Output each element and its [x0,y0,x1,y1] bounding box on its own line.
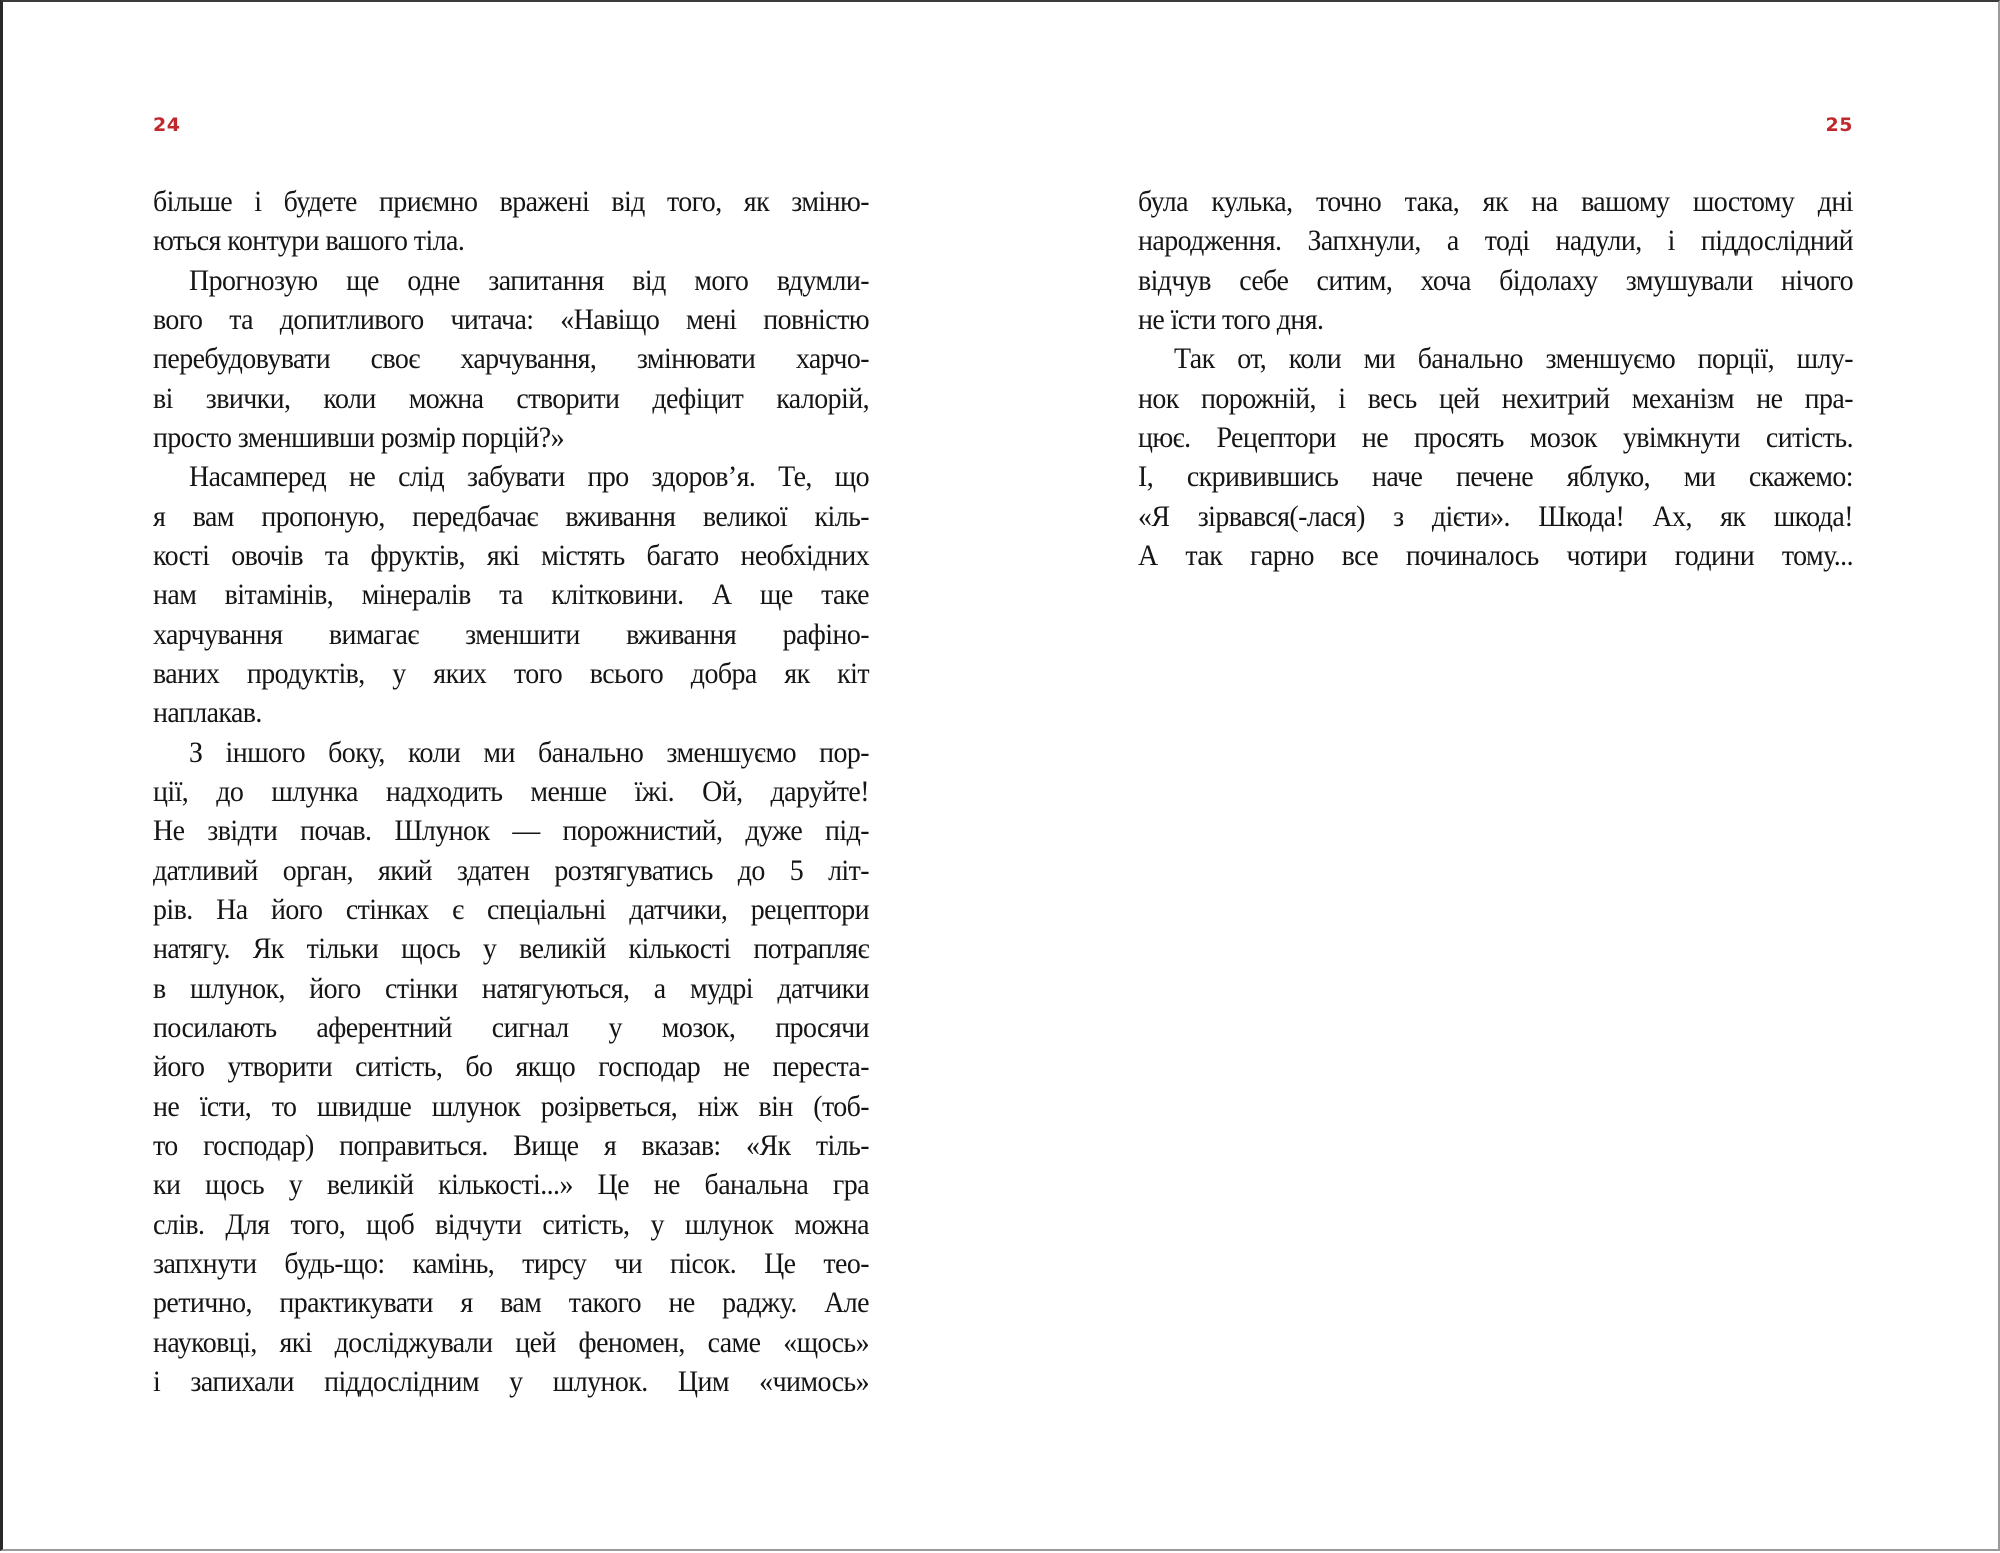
text-column [153,182,869,1401]
text-line [153,497,869,536]
text-line-content: в шлунок, його стінки натягуються, а мудрі датчики [153,971,869,1005]
text-line [153,1087,869,1126]
text-line [153,1008,869,1047]
text-line-content: цює. Рецептори не просять мозок увімкнути ситість. [1138,420,1853,454]
text-line [1138,261,1853,300]
text-line-content: А так гарно все починалось чотири години тому... [1138,538,1853,572]
text-line [153,1205,869,1244]
text-line [1138,457,1853,496]
text-line [1138,497,1853,536]
text-line [153,890,869,929]
text-line [153,339,869,378]
text-line [153,969,869,1008]
page-number: 24 [153,114,181,136]
text-line-content: ваних продуктів, у яких того всього добра як кіт [153,656,869,690]
text-line-content: Не звідти почав. Шлунок — порожнистий, дуже під- [153,814,869,848]
left-page [3,2,1003,1553]
text-line [1138,339,1853,378]
text-line [153,1362,869,1401]
text-line [153,615,869,654]
text-line [153,693,869,732]
text-line-content: харчування вимагає зменшити вживання рафіно- [153,617,869,651]
text-line-content: я вам пропоную, передбачає вживання великої кіль- [153,499,869,533]
text-line [153,1323,869,1362]
text-line-content: відчув себе ситим, хоча бідолаху змушували нічого [1138,263,1853,297]
text-line-content: його утворити ситість, бо якщо господар не переста- [153,1050,869,1084]
text-line [153,929,869,968]
text-line-content: слів. Для того, щоб відчути ситість, у шлунок можна [153,1207,869,1241]
text-line-content: посилають аферентний сигнал у мозок, просячи [153,1010,869,1044]
text-column [1138,182,1853,575]
text-line [1138,418,1853,457]
text-line [1138,300,1853,339]
text-line-content: і запихали піддослідним у шлунок. Цим «чимось» [153,1364,869,1398]
text-line [153,575,869,614]
text-line-content: народження. Запхнули, а тоді надули, і піддослідний [1138,224,1853,258]
right-page [1003,2,2000,1553]
text-line-content: просто зменшивши розмір порцій?» [153,420,565,454]
text-line-content: кості овочів та фруктів, які містять багато необхідних [153,538,869,572]
text-line [153,654,869,693]
text-line-content: більше і будете приємно вражені від того, як зміню- [153,185,869,218]
text-line [153,536,869,575]
text-line-content: Так от, коли ми банально зменшуємо порції, шлу- [1174,342,1853,376]
text-line [153,851,869,890]
text-line-content: рів. На його стінках є спеціальні датчики, рецептори [153,892,869,926]
text-line-content: Прогнозую ще одне запитання від мого вдумли- [189,263,869,297]
text-line [153,418,869,457]
text-line [1138,379,1853,418]
text-line [153,1047,869,1086]
text-line [153,457,869,496]
text-line [153,379,869,418]
text-line [153,300,869,339]
text-line [153,1165,869,1204]
text-line [153,1126,869,1165]
text-line-content: нок порожній, і весь цей нехитрий механізм не пра- [1138,381,1853,415]
text-line-content: датливий орган, який здатен розтягуватись до 5 літ- [153,853,869,887]
text-line-content: наплакав. [153,696,262,730]
text-line-content: Насамперед не слід забувати про здоров’я. Те, що [189,460,869,494]
text-line [153,1283,869,1322]
text-line-content: не їсти того дня. [1138,302,1324,336]
text-line-content: запхнути будь-що: камінь, тирсу чи пісок. Це тео- [153,1246,869,1280]
text-line-content: нам вітамінів, мінералів та клітковини. А ще таке [153,578,869,612]
text-line-content: І, скривившись наче печене яблуко, ми скажемо: [1138,460,1853,494]
text-line-content: ретично, практикувати я вам такого не раджу. Але [153,1286,869,1320]
text-line [153,221,869,260]
page-number: 25 [1825,114,1853,136]
text-line-content: ються контури вашого тіла. [153,224,465,258]
text-line [153,733,869,772]
text-line-content: перебудовувати своє харчування, змінювати харчо- [153,342,869,376]
text-line-content: ві звички, коли можна створити дефіцит калорій, [153,381,869,415]
text-line [153,261,869,300]
text-line-content: ції, до шлунка надходить менше їжі. Ой, даруйте! [153,774,869,808]
text-line-content: ки щось у великій кількості...» Це не банальна гра [153,1168,869,1202]
text-line-content: науковці, які досліджували цей феномен, саме «щось» [153,1325,869,1359]
text-line [153,772,869,811]
text-line [153,1244,869,1283]
text-line [153,811,869,850]
text-line-content: була кулька, точно така, як на вашому шостому дні [1138,185,1853,218]
text-line [1138,182,1853,221]
text-line-content: З іншого боку, коли ми банально зменшуємо пор- [189,735,869,769]
text-line-content: не їсти, то швидше шлунок розірветься, ніж він (тоб- [153,1089,869,1123]
text-line-content: то господар) поправиться. Вище я вказав: «Як тіль- [153,1128,869,1162]
text-line [153,182,869,221]
text-line [1138,536,1853,575]
text-line-content: натягу. Як тільки щось у великій кількості потрапляє [153,932,869,966]
text-line-content: «Я зірвався(-лася) з дієти». Шкода! Ах, як шкода! [1138,499,1853,533]
text-line-content: вого та допитливого читача: «Навіщо мені повністю [153,302,869,336]
text-line [1138,221,1853,260]
